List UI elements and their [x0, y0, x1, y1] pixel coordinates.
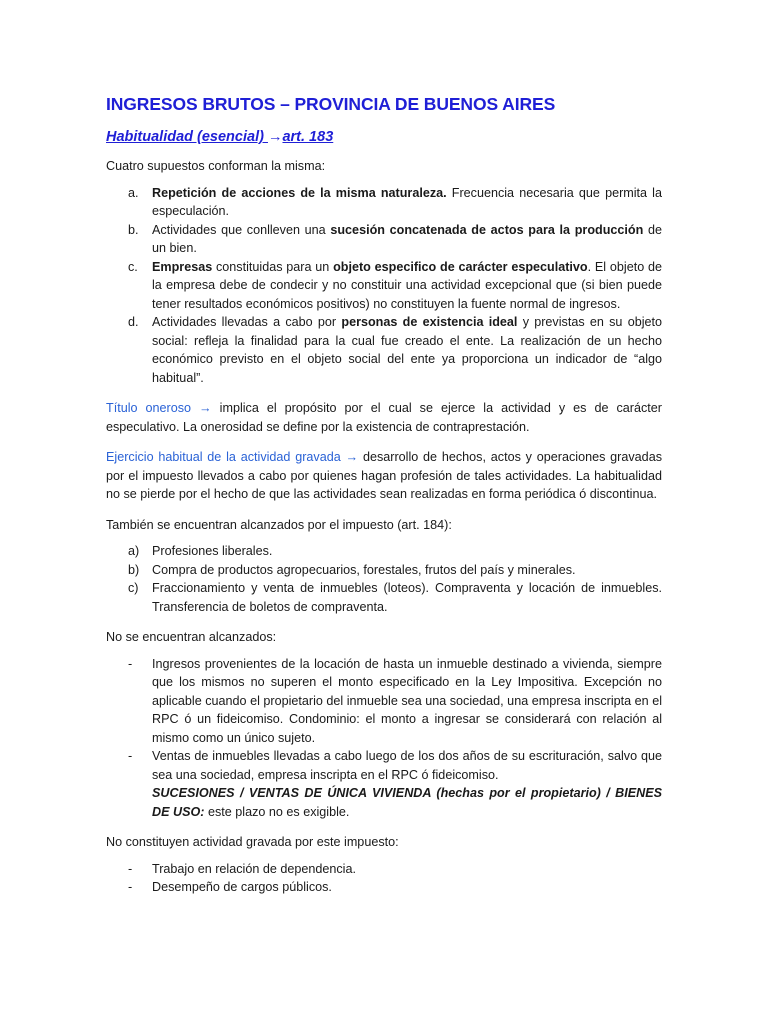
body-text: desarrollo de hechos, actos y operaciones gravadas por el impuesto llevados a cabo por quienes hagan profesión de tales actividades. La habitualidad no se pierde por el hecho de que las actividades sean realizadas en forma periódica ó discontinua. — [106, 450, 662, 501]
bold-text: personas de existencia ideal — [341, 315, 518, 329]
list-marker: b. — [128, 222, 139, 237]
arrow-right-icon: → — [345, 450, 359, 464]
list-marker: - — [128, 656, 133, 671]
no-alcanzados-intro: No se encuentran alcanzados: — [106, 630, 277, 644]
list-item — [106, 579, 662, 616]
body-text: implica el propósito por el cual se ejerce la actividad y es de carácter especulativo. La onerosidad se define por la existencia de contraprestación. — [106, 401, 662, 434]
bold-text: Empresas — [152, 259, 213, 274]
document-title: INGRESOS BRUTOS – PROVINCIA DE BUENOS AIRES — [106, 94, 556, 114]
list-item — [106, 184, 662, 221]
body-text: este plazo no es exigible. — [204, 804, 350, 819]
no-alcanzados-list — [106, 655, 662, 822]
body-text: Ventas de inmuebles llevadas a cabo luego de los dos años de su escrituración, salvo que sea una sociedad, empresa inscripta en el RPC ó fideicomiso. — [152, 749, 662, 782]
list-marker: d. — [128, 315, 139, 329]
body-text: Profesiones liberales. — [152, 544, 273, 558]
body-text: de un bien. — [152, 222, 662, 255]
list-marker: - — [128, 880, 133, 894]
list-item — [106, 221, 662, 258]
body-text: Frecuencia necesaria que permita la especulación. — [152, 185, 662, 218]
list-marker: c. — [128, 259, 138, 274]
arrow-right-icon: → — [199, 401, 212, 415]
body-text: Compra de productos agropecuarios, forestales, frutos del país y minerales. — [152, 562, 576, 577]
list-marker: a. — [128, 185, 139, 200]
bold-italic-text: SUCESIONES / VENTAS DE ÚNICA VIVIENDA (hechas por el propietario) / BIENES DE USO: — [152, 786, 662, 819]
alcanzados-list — [106, 542, 662, 616]
intro-paragraph: Cuatro supuestos conforman la misma: — [106, 159, 326, 173]
term-titulo-oneroso: Título oneroso — [106, 401, 200, 415]
list-item — [106, 542, 662, 561]
section-heading-habitualidad — [106, 129, 662, 145]
bold-text: sucesión concatenada de actos para la producción — [330, 222, 644, 237]
no-gravada-list — [106, 860, 662, 897]
alcanzados-intro: También se encuentran alcanzados por el impuesto (art. 184): — [106, 517, 452, 532]
body-text: Trabajo en relación de dependencia. — [152, 861, 356, 876]
heading-text: Habitualidad (esencial) — [106, 129, 268, 145]
body-text: constituidas para un — [212, 259, 334, 274]
heading-article-ref: art. 183 — [282, 129, 334, 145]
list-marker: a) — [128, 544, 140, 558]
list-item — [106, 878, 662, 897]
list-item — [106, 258, 662, 314]
list-item — [106, 655, 662, 748]
body-text: . El objeto de la empresa debe de condecir y no constituir una actividad excepcional que (si bien puede tener resultados económicos positivos) no constituyen la fuente normal de ingresos. — [152, 259, 663, 311]
list-marker: - — [128, 861, 133, 876]
list-item — [106, 561, 662, 580]
body-text: Actividades llevadas a cabo por — [152, 315, 342, 329]
body-text: Desempeño de cargos públicos. — [152, 880, 332, 894]
arrow-right-icon: → — [267, 129, 283, 145]
list-item — [106, 313, 662, 387]
ejercicio-habitual-paragraph — [106, 448, 662, 504]
body-text: Actividades que conlleven una — [152, 222, 331, 237]
list-marker: - — [128, 749, 133, 763]
term-ejercicio-habitual: Ejercicio habitual de la actividad gravada — [106, 450, 346, 464]
body-text: y previstas en su objeto social: refleja la finalidad para la cual fue creado el ente. La realización de un hecho económico previsto en el objeto social del ente ya proporciona un indicador de “algo habitual”. — [152, 315, 663, 385]
body-text: Fraccionamiento y venta de inmuebles (loteos). Compraventa y locación de inmuebles. Transferencia de boletos de compraventa. — [152, 581, 662, 614]
list-marker: c) — [128, 581, 139, 595]
body-text: Ingresos provenientes de la locación de hasta un inmueble destinado a vivienda, siempre que los mismos no superen el monto especificado en la Ley Impositiva. Excepción no aplicable cuando el propietario del inmueble sea una sociedad, una empresa inscripta en el RPC ó un fideicomiso. Condominio: el monto a ingresar se considerará con relación al mismo como un único sujeto. — [152, 656, 662, 745]
supuestos-list — [106, 184, 662, 388]
list-item — [106, 860, 662, 879]
list-item — [106, 747, 662, 821]
bold-text: Repetición de acciones de la misma naturaleza. — [152, 185, 447, 200]
bold-text: objeto especifico de carácter especulativo — [333, 259, 588, 274]
no-gravada-intro: No constituyen actividad gravada por este impuesto: — [106, 835, 399, 849]
list-marker: b) — [128, 562, 140, 577]
titulo-oneroso-paragraph — [106, 399, 662, 436]
